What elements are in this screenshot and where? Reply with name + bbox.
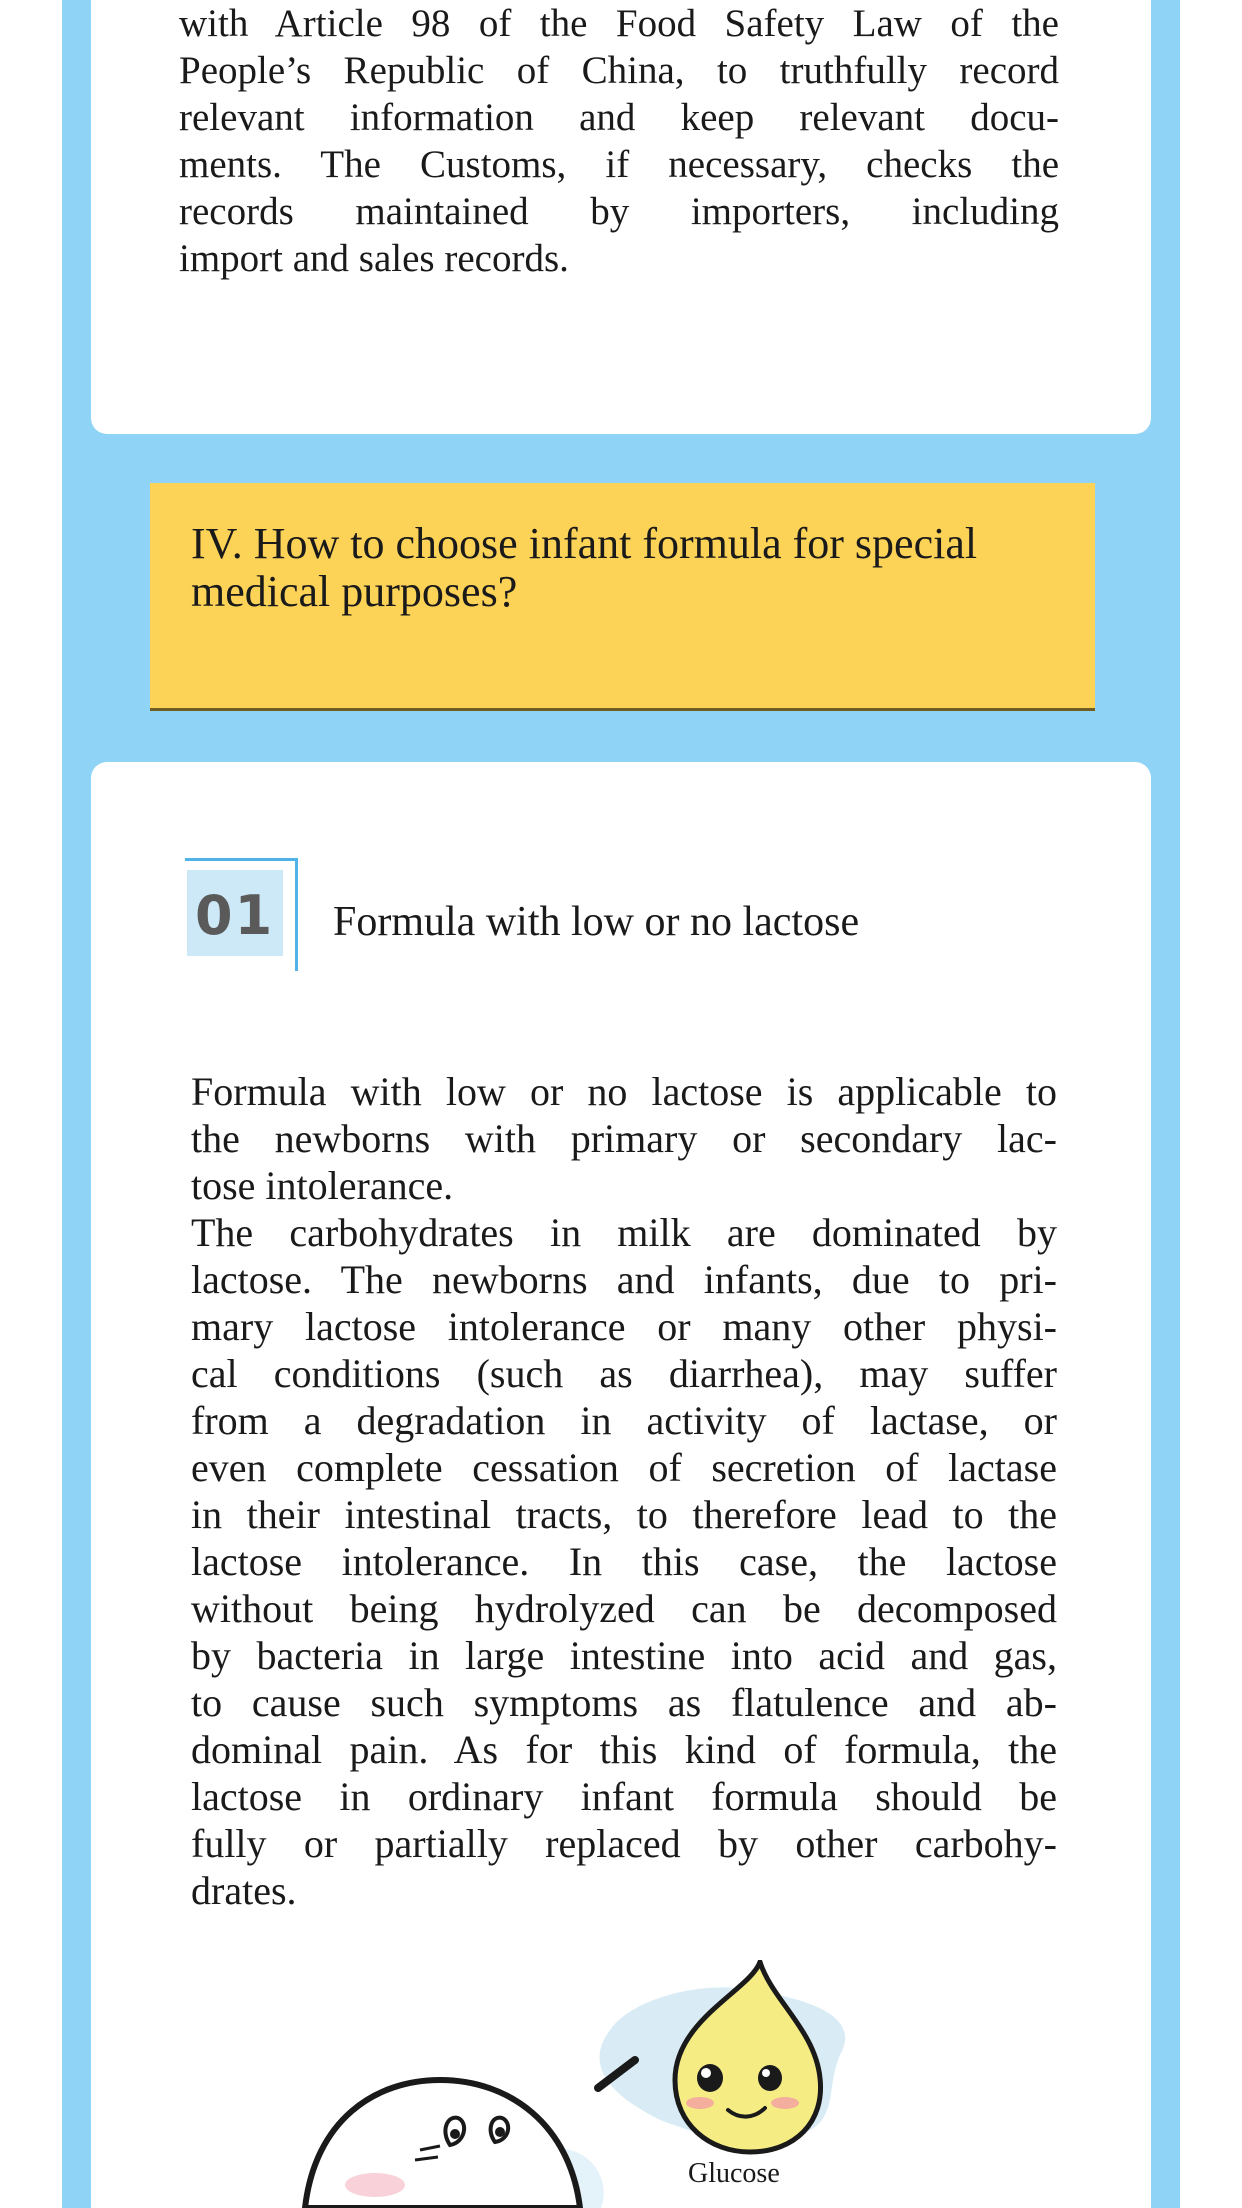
glucose-eye-left bbox=[697, 2064, 723, 2092]
glucose-blush-left bbox=[686, 2097, 714, 2109]
paragraph-line: even complete cessation of secretion of lactase bbox=[191, 1445, 1057, 1490]
paragraph-line: lactose intolerance. In this case, the lactose bbox=[191, 1539, 1057, 1584]
paragraph-line: fully or partially replaced by other carbohy- bbox=[191, 1821, 1057, 1866]
paragraph-line: the newborns with primary or secondary lac- bbox=[191, 1116, 1057, 1161]
section-title-line: IV. How to choose infant formula for special bbox=[191, 519, 978, 568]
glucose-eye-left-shine bbox=[701, 2068, 711, 2078]
item-number-badge bbox=[185, 858, 300, 971]
top-text-line: People’s Republic of China, to truthfully record bbox=[179, 49, 1059, 92]
paragraph-line: cal conditions (such as diarrhea), may suffer bbox=[191, 1351, 1057, 1396]
item-number: 01 bbox=[195, 884, 275, 947]
top-card-text bbox=[179, 0, 1059, 282]
glucose-label: Glucose bbox=[688, 2158, 780, 2189]
milk-pupil-right bbox=[495, 2127, 505, 2137]
badge-line-top bbox=[185, 858, 297, 861]
blush-left bbox=[345, 2173, 405, 2197]
paragraph-line: without being hydrolyzed can be decomposed bbox=[191, 1586, 1057, 1631]
paragraph-line: lactose. The newborns and infants, due to pri- bbox=[191, 1257, 1057, 1302]
top-text-line: records maintained by importers, including bbox=[179, 190, 1059, 233]
badge-line-right bbox=[295, 858, 298, 971]
paragraph-line: The carbohydrates in milk are dominated by bbox=[191, 1210, 1057, 1255]
cartoon-illustration bbox=[280, 1960, 900, 2208]
section-title-line: medical purposes? bbox=[191, 567, 518, 616]
paragraph-line: mary lactose intolerance or many other physi- bbox=[191, 1304, 1057, 1349]
milk-pupil-left bbox=[450, 2129, 460, 2139]
paragraph-line: tose intolerance. bbox=[191, 1163, 454, 1208]
paragraph-line: from a degradation in activity of lactase, or bbox=[191, 1398, 1057, 1443]
top-text-line: with Article 98 of the Food Safety Law of the bbox=[179, 2, 1059, 45]
item-paragraph bbox=[191, 1068, 1057, 1914]
top-text-line: import and sales records. bbox=[179, 237, 569, 280]
top-text-line: ments. The Customs, if necessary, checks the bbox=[179, 143, 1059, 186]
top-text-line: relevant information and keep relevant docu- bbox=[179, 96, 1059, 139]
paragraph-line: dominal pain. As for this kind of formula, the bbox=[191, 1727, 1057, 1772]
paragraph-line: by bacteria in large intestine into acid and gas, bbox=[191, 1633, 1057, 1678]
paragraph-line: Formula with low or no lactose is applicable to bbox=[191, 1069, 1057, 1114]
glucose-blush-right bbox=[771, 2097, 799, 2109]
section-banner bbox=[150, 483, 1095, 711]
paragraph-line: drates. bbox=[191, 1868, 297, 1913]
paragraph-line: to cause such symptoms as flatulence and ab- bbox=[191, 1680, 1057, 1725]
milk-drop-character bbox=[305, 2080, 580, 2208]
paragraph-line: lactose in ordinary infant formula should be bbox=[191, 1774, 1057, 1819]
glucose-eye-right-shine bbox=[762, 2069, 770, 2077]
paragraph-line: in their intestinal tracts, to therefore lead to the bbox=[191, 1492, 1057, 1537]
section-title bbox=[191, 520, 1071, 616]
glucose-eye-right bbox=[758, 2065, 782, 2091]
item-title: Formula with low or no lactose bbox=[333, 899, 860, 945]
